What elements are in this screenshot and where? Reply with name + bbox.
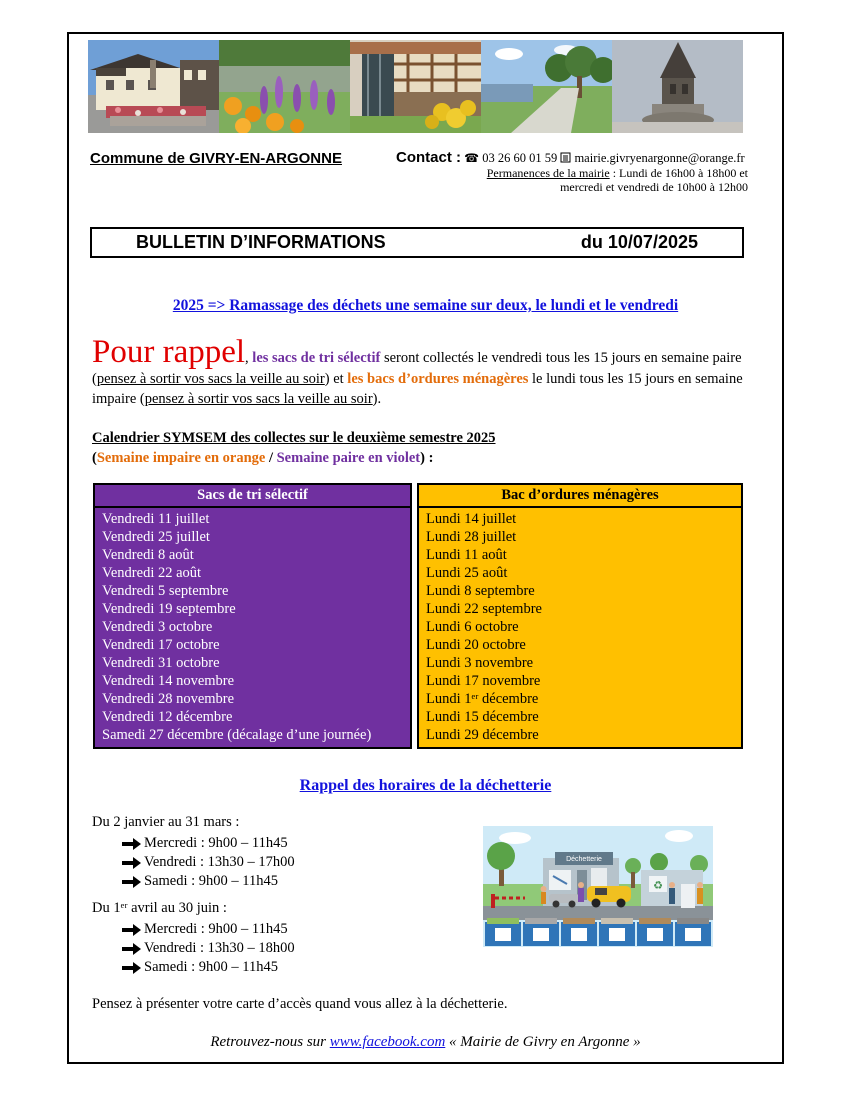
phone-number: 03 26 60 01 59 [482,151,558,165]
schedule-winter [92,814,472,891]
rappel-paragraph: Pour rappel, les sacs de tri sélectif seront collectés le vendredi tous les 15 jours en semaine paire (pensez à sortir vos sacs la veille au soir) et les bacs d’ordures ménagères le lundi tous les 15 jours en semaine impaire (pensez à sortir vos sacs la veille au soir). [92,334,743,407]
arrow-icon [122,842,134,846]
table-cell-om: Lundi 8 septembre [426,583,535,599]
schedule-items [92,920,472,977]
table-cell-om: Lundi 17 novembre [426,673,541,689]
rappel-lead: Pour rappel [92,334,246,370]
schedule-period-label: Du 2 janvier au 31 mars : [92,814,240,830]
footer-facebook-line: Retrouvez-nous sur www.facebook.com « Mairie de Givry en Argonne » [210,1034,641,1050]
column-tri-selectif [93,483,412,749]
table-cell-om: Lundi 15 décembre [426,709,539,725]
table-cell-tri: Vendredi 14 novembre [102,673,235,689]
access-card-note: Pensez à présenter votre carte d’accès quand vous allez à la déchetterie. [92,996,508,1012]
schedule-item [122,853,472,872]
bulletin-title: BULLETIN D’INFORMATIONS [136,232,386,252]
table-cell-om: Lundi 25 août [426,565,508,581]
permanences-line1: Permanences de la mairie : Lundi de 16h00 à 18h00 et [486,166,748,180]
table-cell-om: Lundi 14 juillet [426,511,517,527]
schedule-item [122,958,472,977]
fax-icon [560,152,571,163]
schedule-item-text: Mercredi : 9h00 – 11h45 [144,835,288,851]
table-cell-tri: Vendredi 22 août [102,565,202,581]
bulletin-title-box [90,227,744,258]
photo-half-timbered-building [350,40,481,133]
table-cell-om: Lundi 20 octobre [426,637,526,653]
arrow-icon [122,947,134,951]
email-address: mairie.givryenargonne@orange.fr [574,151,745,165]
legend-semaine-paire: Semaine paire en violet [276,450,421,466]
schedule-item-text: Vendredi : 13h30 – 17h00 [144,854,295,870]
table-cell-tri: Vendredi 31 octobre [102,655,220,671]
table-cell-om: Lundi 22 septembre [426,601,542,617]
table-cell-tri: Vendredi 8 août [102,547,194,563]
collection-calendar-table [93,483,743,749]
table-cell-tri: Vendredi 28 novembre [102,691,235,707]
recycle-icon: ♻ [653,880,663,892]
arrow-icon [122,880,134,884]
om-column [419,508,741,747]
phone-icon: ☎ [464,151,480,165]
column-header-tri: Sacs de tri sélectif [95,485,410,508]
bulletin-date: du 10/07/2025 [580,232,698,252]
schedule-items [92,834,472,891]
table-cell-om: Lundi 29 décembre [426,727,539,743]
permanences-label: Permanences de la mairie [486,166,610,180]
table-cell-om: Lundi 3 novembre [426,655,534,671]
dechetterie-heading: Rappel des horaires de la déchetterie [299,777,552,794]
schedule-item [122,939,472,958]
schedule-spring [92,900,472,977]
table-cell-tri: Vendredi 3 octobre [102,619,213,635]
arrow-icon [122,861,134,865]
photo-church-fountain [612,40,743,133]
table-cell-om: Lundi 6 octobre [426,619,519,635]
facebook-link[interactable]: www.facebook.com [329,1034,446,1050]
calendar-heading: Calendrier SYMSEM des collectes sur le deuxième semestre 2025 [92,430,496,446]
rappel-tri-selectif: les sacs de tri sélectif [252,350,381,366]
table-cell-tri: Vendredi 25 juillet [102,529,210,545]
calendar-legend: (Semaine impaire en orange / Semaine paire en violet) : [92,450,434,466]
rappel-underline-1: pensez à sortir vos sacs la veille au soir [96,371,325,387]
contact-block [396,149,748,194]
arrow-icon [122,966,134,970]
schedule-item-text: Mercredi : 9h00 – 11h45 [144,921,288,937]
column-ordures-menageres [417,483,743,749]
schedule-item-text: Samedi : 9h00 – 11h45 [144,873,278,889]
schedule-item [122,834,472,853]
contact-line [396,149,748,166]
table-cell-tri: Vendredi 5 septembre [102,583,229,599]
photo-marigolds-lake [219,40,350,133]
rappel-underline-2: pensez à sortir vos sacs la veille au soir [144,391,373,407]
arrow-icon [122,928,134,932]
photo-lakeside-path [481,40,612,133]
table-cell-tri: Vendredi 12 décembre [102,709,233,725]
legend-semaine-impaire: Semaine impaire en orange [96,450,266,466]
photo-strip [88,40,743,133]
schedule-period-label: Du 1ᵉʳ avril au 30 juin : [92,900,227,916]
table-cell-tri: Samedi 27 décembre (décalage d’une journée) [102,727,372,743]
table-cell-tri: Vendredi 11 juillet [102,511,210,527]
contact-label: Contact : [396,149,461,166]
schedule-item-text: Vendredi : 13h30 – 18h00 [144,940,295,956]
table-cell-tri: Vendredi 17 octobre [102,637,220,653]
dechetterie-sign: Déchetterie [566,856,602,863]
schedule-item [122,872,472,891]
schedule-item [122,920,472,939]
dechetterie-illustration [483,826,713,947]
table-cell-om: Lundi 11 août [426,547,507,563]
schedule-item-text: Samedi : 9h00 – 11h45 [144,959,278,975]
table-cell-om: Lundi 1ᵉʳ décembre [426,691,539,707]
headline-ramassage: 2025 => Ramassage des déchets une semaine sur deux, le lundi et le vendredi [172,297,679,314]
table-cell-tri: Vendredi 19 septembre [102,601,236,617]
table-cell-om: Lundi 28 juillet [426,529,517,545]
rappel-ordures-menageres: les bacs d’ordures ménagères [347,371,529,387]
photo-village-hall [88,40,219,133]
column-header-om: Bac d’ordures ménagères [419,485,741,508]
commune-title: Commune de GIVRY-EN-ARGONNE [90,150,342,167]
permanences-line2: mercredi et vendredi de 10h00 à 12h00 [560,180,748,194]
tri-column [95,508,410,747]
